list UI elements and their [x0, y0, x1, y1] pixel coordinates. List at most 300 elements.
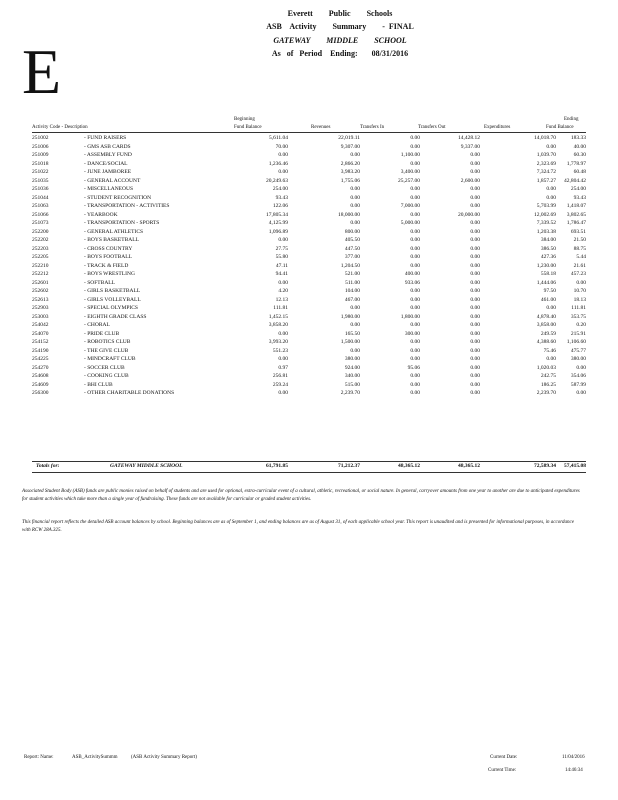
revenues: 340.00: [344, 373, 360, 379]
expenditures: 1,020.03: [536, 364, 556, 371]
activity-code: 254042: [32, 322, 49, 328]
table-row: [32, 202, 586, 211]
transfers-in: 0.00: [410, 160, 420, 167]
note-paragraph-2: This financial report reflects the detailed ASB account balances by school. Beginning balances are as of September 1, and ending balances are as of August 31, of each applicable school year. This report is unaudited and is presented for informational purposes, in accordance with RCW 28A.325.: [22, 520, 574, 533]
table-row: [32, 321, 586, 330]
transfers-out: 0.00: [470, 160, 480, 167]
table-row: [32, 253, 586, 262]
revenues: 800.00: [344, 228, 360, 235]
expenditures: 75.46: [543, 347, 556, 354]
table-row: [32, 194, 586, 203]
beginning-balance: 0.00: [278, 390, 288, 396]
ending-balance: 0.00: [576, 364, 586, 371]
activity-description: - GMS ASB CARDS: [84, 143, 131, 150]
transfers-in: 0.00: [410, 143, 420, 150]
col-ending-bottom: Fund Balance: [546, 125, 574, 130]
activity-code: 252202: [32, 237, 49, 243]
totals-expenditures: 72,589.34: [534, 463, 556, 469]
ending-balance: 18.13: [573, 296, 586, 303]
transfers-in: 0.00: [410, 381, 420, 388]
transfers-out: 0.00: [470, 322, 480, 328]
expenditures: 5,703.99: [536, 203, 556, 209]
expenditures: 7,339.52: [536, 220, 556, 226]
expenditures: 0.00: [546, 143, 556, 150]
transfers-in: 0.00: [410, 322, 420, 328]
ending-balance: 10.70: [573, 288, 586, 294]
activity-description: - THE GIVE CLUB: [84, 347, 129, 354]
table-row: [32, 211, 586, 220]
activity-code: 252602: [32, 288, 49, 294]
period-ending: As of Period Ending: 08/31/2016: [271, 49, 409, 58]
activity-code: 252601: [32, 279, 49, 286]
transfers-in: 1,100.00: [400, 152, 420, 158]
activity-description: - DANCE/SOCIAL: [84, 160, 128, 167]
ending-balance: 1,778.97: [566, 160, 586, 167]
transfers-in: 0.00: [410, 211, 420, 218]
beginning-balance: 254.00: [272, 186, 288, 192]
transfers-out: 0.00: [470, 390, 480, 396]
transfers-in: 933.06: [404, 279, 420, 286]
expenditures: 7,324.72: [536, 169, 556, 175]
transfers-in: 95.06: [407, 364, 420, 371]
activity-description: - ROBOTICS CLUB: [84, 339, 131, 345]
beginning-balance: 0.00: [278, 279, 288, 286]
transfers-in: 0.00: [410, 288, 420, 294]
transfers-out: 20,000.00: [458, 211, 480, 218]
transfers-out: 0.00: [470, 194, 480, 201]
footer-report-name: ASB_ActivitySummm: [72, 755, 118, 760]
beginning-balance: 4.20: [278, 288, 288, 294]
beginning-balance: 1,452.15: [268, 313, 288, 320]
transfers-in: 0.00: [410, 347, 420, 354]
activity-description: - FUND RAISERS: [84, 135, 127, 141]
revenues: 9,307.00: [340, 143, 360, 150]
expenditures: 0.00: [546, 305, 556, 311]
beginning-balance: 93.43: [275, 194, 288, 201]
ending-balance: 215.91: [570, 330, 586, 337]
ending-balance: 40.00: [573, 143, 586, 150]
ending-balance: 183.33: [570, 135, 586, 141]
activity-code: 254225: [32, 356, 49, 362]
ending-balance: 5.44: [576, 254, 586, 260]
activity-description: - TRACK & FIELD: [84, 262, 129, 269]
revenues: 521.00: [344, 271, 360, 277]
table-row: [32, 262, 586, 271]
beginning-balance: 20,249.63: [266, 177, 288, 184]
transfers-out: 0.00: [470, 203, 480, 209]
beginning-balance: 256.81: [272, 373, 288, 379]
activity-description: - MINDCRAFT CLUB: [84, 356, 136, 362]
header-rule: [32, 132, 586, 133]
transfers-in: 0.00: [410, 296, 420, 303]
activity-code: 251009: [32, 152, 49, 158]
ending-balance: 0.00: [576, 390, 586, 396]
expenditures: 558.18: [540, 271, 556, 277]
transfers-out: 0.00: [470, 364, 480, 371]
footer-date-label: Current Date:: [490, 755, 518, 760]
transfers-in: 3,400.00: [400, 169, 420, 175]
revenues: 0.00: [350, 194, 360, 201]
activity-description: - TRANSPORTATION - ACTIVITIES: [84, 203, 170, 209]
expenditures: 0.00: [546, 356, 556, 362]
activity-code: 251066: [32, 211, 49, 218]
ending-balance: 60.48: [573, 169, 586, 175]
revenues: 447.50: [344, 245, 360, 252]
transfers-out: 0.00: [470, 305, 480, 311]
revenues: 467.00: [344, 296, 360, 303]
revenues: 0.00: [350, 322, 360, 328]
activity-description: - GENERAL ACCOUNT: [84, 177, 141, 184]
revenues: 104.00: [344, 288, 360, 294]
revenues: 924.00: [344, 364, 360, 371]
ending-balance: 111.81: [571, 305, 586, 311]
activity-code: 254152: [32, 339, 49, 345]
beginning-balance: 551.23: [272, 347, 288, 354]
expenditures: 242.75: [540, 373, 556, 379]
activity-description: - OTHER CHARITABLE DONATIONS: [84, 390, 175, 396]
expenditures: 0.00: [546, 186, 556, 192]
transfers-in: 400.00: [404, 271, 420, 277]
activity-code: 251002: [32, 135, 49, 141]
beginning-balance: 70.00: [275, 143, 288, 150]
ending-balance: 21.61: [573, 262, 586, 269]
totals-transfers-in: 48,365.12: [398, 463, 420, 469]
activity-table: [32, 134, 586, 398]
activity-code: 252200: [32, 228, 49, 235]
table-row: [32, 219, 586, 228]
activity-code: 251006: [32, 143, 49, 150]
beginning-balance: 17,805.34: [266, 211, 288, 218]
transfers-out: 0.00: [470, 237, 480, 243]
revenues: 380.00: [344, 356, 360, 362]
beginning-balance: 5,611.04: [268, 135, 288, 141]
transfers-in: 0.00: [410, 254, 420, 260]
activity-code: 254190: [32, 347, 49, 354]
expenditures: 1,857.27: [536, 177, 556, 184]
transfers-out: 0.00: [470, 245, 480, 252]
ending-balance: 1,786.47: [566, 220, 586, 226]
activity-description: - BOYS BASKETBALL: [84, 237, 140, 243]
transfers-out: 0.00: [470, 330, 480, 337]
activity-description: - COOKING CLUB: [84, 373, 129, 379]
table-row: [32, 160, 586, 169]
activity-code: 251073: [32, 220, 49, 226]
transfers-out: 14,428.12: [458, 135, 480, 141]
beginning-balance: 0.97: [278, 364, 288, 371]
activity-code: 254608: [32, 373, 49, 379]
transfers-in: 0.00: [410, 262, 420, 269]
transfers-out: 0.00: [470, 220, 480, 226]
revenues: 0.00: [350, 203, 360, 209]
transfers-in: 0.00: [410, 194, 420, 201]
revenues: 0.00: [350, 152, 360, 158]
expenditures: 0.00: [546, 194, 556, 201]
transfers-in: 0.00: [410, 390, 420, 396]
table-row: [32, 151, 586, 160]
ending-balance: 475.77: [570, 347, 586, 354]
transfers-out: 0.00: [470, 228, 480, 235]
district-name: Everett Public Schools: [287, 9, 393, 18]
activity-description: - ASSEMBLY FUND: [84, 152, 132, 158]
beginning-balance: 94.41: [275, 271, 288, 277]
revenues: 377.00: [344, 254, 360, 260]
beginning-balance: 55.80: [275, 254, 288, 260]
table-row: [32, 296, 586, 305]
transfers-in: 0.00: [410, 373, 420, 379]
footer-date-value: 11/04/2016: [562, 755, 585, 760]
col-expenditures: Expenditures: [484, 125, 511, 130]
ending-balance: 60.30: [573, 152, 586, 158]
expenditures: 249.59: [540, 330, 556, 337]
transfers-out: 0.00: [470, 254, 480, 260]
table-row: [32, 338, 586, 347]
transfers-in: 0.00: [410, 135, 420, 141]
beginning-balance: 122.06: [272, 203, 288, 209]
activity-description: - JUNE JAMBOREE: [84, 169, 132, 175]
table-row: [32, 168, 586, 177]
transfers-in: 25,257.00: [398, 177, 420, 184]
beginning-balance: 3,858.20: [268, 322, 288, 328]
activity-code: 253003: [32, 313, 49, 320]
table-row: [32, 364, 586, 373]
col-activity-code: Activity Code - Description: [32, 125, 88, 130]
transfers-out: 9,337.00: [460, 143, 480, 150]
expenditures: 97.50: [543, 288, 556, 294]
expenditures: 4,388.60: [536, 339, 556, 345]
transfers-in: 0.00: [410, 305, 420, 311]
transfers-in: 0.00: [410, 339, 420, 345]
activity-description: - SPECIAL OLYMPICS: [84, 305, 138, 311]
revenues: 2,239.70: [340, 390, 360, 396]
beginning-balance: 4,125.99: [268, 220, 288, 226]
report-title: ASB Activity Summary - FINAL: [266, 22, 414, 31]
activity-code: 254609: [32, 381, 49, 388]
beginning-balance: 12.13: [275, 296, 288, 303]
ending-balance: 693.51: [570, 228, 586, 235]
ending-balance: 93.43: [573, 194, 586, 201]
note-paragraph-1: Associated Student Body (ASB) funds are public monies raised on behalf of students and are used for optional, extra-curricular event of a cultural, athletic, recreational, or social nature. In general, carryover amounts from one year to another are due to anticipated expenditures for student activities which take more than a single year of fundraising. These funds are not available for curricular or graded student activities.: [22, 489, 580, 502]
activity-code: 251036: [32, 186, 49, 192]
expenditures: 1,203.38: [536, 228, 556, 235]
beginning-balance: 0.00: [278, 330, 288, 337]
expenditures: 14,018.70: [534, 135, 556, 141]
totals-revenues: 71,212.37: [338, 463, 360, 469]
table-row: [32, 372, 586, 381]
report-letter: E: [22, 36, 62, 107]
transfers-out: 0.00: [470, 186, 480, 192]
footer-report-label: Report: Name:: [24, 755, 54, 760]
activity-description: - SOCCER CLUB: [84, 364, 125, 371]
activity-description: - GIRLS BASKETBALL: [84, 288, 141, 294]
activity-code: 254070: [32, 330, 49, 337]
col-ending-top: Ending: [564, 117, 579, 122]
transfers-in: 0.00: [410, 245, 420, 252]
table-row: [32, 330, 586, 339]
footer-time-value: 14:46:34: [565, 768, 583, 773]
ending-balance: 0.00: [576, 279, 586, 286]
ending-balance: 3,802.65: [566, 211, 586, 218]
table-row: [32, 245, 586, 254]
ending-balance: 380.00: [570, 356, 586, 362]
col-beginning-top: Beginning: [234, 117, 255, 122]
revenues: 18,000.00: [338, 211, 360, 218]
activity-description: - CROSS COUNTRY: [84, 245, 133, 252]
revenues: 0.00: [350, 305, 360, 311]
transfers-in: 1,800.00: [400, 313, 420, 320]
activity-description: - YEARBOOK: [84, 211, 118, 218]
beginning-balance: 0.00: [278, 152, 288, 158]
transfers-out: 0.00: [470, 152, 480, 158]
totals-transfers-out: 48,365.12: [458, 463, 480, 469]
activity-code: 251018: [32, 160, 49, 167]
beginning-balance: 0.00: [278, 356, 288, 362]
activity-code: 252205: [32, 254, 49, 260]
table-row: [32, 287, 586, 296]
table-row: [32, 389, 586, 398]
ending-balance: 1,106.60: [566, 339, 586, 345]
activity-code: 256300: [32, 390, 49, 396]
table-row: [32, 143, 586, 152]
transfers-in: 0.00: [410, 228, 420, 235]
table-row: [32, 279, 586, 288]
transfers-out: 0.00: [470, 313, 480, 320]
transfers-out: 0.00: [470, 288, 480, 294]
activity-code: 252903: [32, 305, 49, 311]
footer-report-desc: (ASB Activity Summary Report): [131, 755, 197, 760]
transfers-out: 0.00: [470, 271, 480, 277]
activity-description: - STUDENT RECOGNITION: [84, 194, 152, 201]
table-row: [32, 177, 586, 186]
ending-balance: 42,804.42: [564, 177, 586, 184]
expenditures: 386.50: [540, 245, 556, 252]
transfers-out: 2,600.00: [460, 177, 480, 184]
beginning-balance: 47.11: [275, 262, 288, 269]
table-row: [32, 134, 586, 143]
revenues: 0.00: [350, 186, 360, 192]
ending-balance: 457.23: [570, 271, 586, 277]
transfers-in: 0.00: [410, 186, 420, 192]
revenues: 165.50: [344, 330, 360, 337]
beginning-balance: 111.81: [273, 305, 288, 311]
activity-description: - MISCELLANEOUS: [84, 186, 134, 192]
transfers-out: 0.00: [470, 356, 480, 362]
activity-description: - BHI CLUB: [84, 381, 113, 388]
table-row: [32, 270, 586, 279]
ending-balance: 21.50: [573, 237, 586, 243]
beginning-balance: 1,236.46: [268, 160, 288, 167]
col-revenues: Revenues: [311, 125, 331, 130]
revenues: 2,866.20: [340, 160, 360, 167]
transfers-out: 0.00: [470, 262, 480, 269]
expenditures: 2,239.70: [536, 390, 556, 396]
revenues: 1,500.00: [340, 339, 360, 345]
transfers-out: 0.00: [470, 373, 480, 379]
activity-code: 251035: [32, 177, 49, 184]
activity-code: 252210: [32, 262, 49, 269]
transfers-in: 300.00: [404, 330, 420, 337]
transfers-in: 0.00: [410, 356, 420, 362]
ending-balance: 254.00: [570, 186, 586, 192]
activity-code: 252613: [32, 296, 49, 303]
activity-code: 251044: [32, 194, 49, 201]
expenditures: 1,039.70: [536, 152, 556, 158]
ending-balance: 354.06: [570, 373, 586, 379]
revenues: 405.50: [344, 237, 360, 243]
revenues: 1,755.06: [340, 177, 360, 184]
ending-balance: 88.75: [573, 245, 586, 252]
beginning-balance: 1,096.89: [268, 228, 288, 235]
ending-balance: 587.99: [570, 381, 586, 388]
activity-description: - GIRLS VOLLEYBALL: [84, 296, 141, 303]
expenditures: 12,002.69: [534, 211, 556, 218]
activity-description: - CHORAL: [84, 322, 110, 328]
totals-school: GATEWAY MIDDLE SCHOOL: [110, 463, 183, 469]
transfers-in: 0.00: [410, 237, 420, 243]
expenditures: 384.00: [540, 237, 556, 243]
expenditures: 1,230.00: [536, 262, 556, 269]
totals-label: Totals for:: [36, 463, 60, 469]
activity-description: - TRANSPORTATION - SPORTS: [84, 220, 160, 226]
revenues: 0.00: [350, 220, 360, 226]
revenues: 22,019.11: [338, 135, 360, 141]
activity-code: 254270: [32, 364, 49, 371]
activity-description: - GENERAL ATHLETICS: [84, 228, 144, 235]
ending-balance: 1,418.07: [566, 203, 586, 209]
beginning-balance: 3,993.20: [268, 339, 288, 345]
transfers-out: 0.00: [470, 169, 480, 175]
activity-code: 252212: [32, 271, 49, 277]
beginning-balance: 0.00: [278, 237, 288, 243]
table-row: [32, 185, 586, 194]
beginning-balance: 27.75: [275, 245, 288, 252]
revenues: 1,980.00: [340, 313, 360, 320]
activity-description: - SOFTBALL: [84, 279, 116, 286]
school-name: GATEWAY MIDDLE SCHOOL: [273, 36, 407, 45]
ending-balance: 353.75: [570, 313, 586, 320]
footer-time-label: Current Time:: [488, 768, 517, 773]
expenditures: 4,878.40: [536, 313, 556, 320]
expenditures: 186.25: [540, 381, 556, 388]
col-transfers-in: Transfers In: [360, 125, 385, 130]
table-row: [32, 236, 586, 245]
activity-code: 252203: [32, 245, 49, 252]
totals-ending: 57,415.08: [564, 463, 586, 469]
col-beginning-bottom: Fund Balance: [234, 125, 262, 130]
ending-balance: 0.20: [576, 322, 586, 328]
table-row: [32, 313, 586, 322]
revenues: 0.00: [350, 347, 360, 354]
col-transfers-out: Transfers Out: [418, 125, 446, 130]
table-row: [32, 228, 586, 237]
activity-code: 251022: [32, 169, 49, 175]
expenditures: 3,858.00: [536, 322, 556, 328]
table-row: [32, 355, 586, 364]
transfers-in: 5,000.00: [400, 220, 420, 226]
totals-row: [32, 462, 586, 471]
activity-description: - BOYS WRESTLING: [84, 271, 135, 277]
revenues: 1,204.50: [340, 262, 360, 269]
activity-description: - PRIDE CLUB: [84, 330, 120, 337]
expenditures: 2,323.69: [536, 160, 556, 167]
expenditures: 1,444.06: [536, 279, 556, 286]
activity-description: - BOYS FOOTBALL: [84, 254, 132, 260]
activity-code: 251063: [32, 203, 49, 209]
revenues: 3,983.20: [340, 169, 360, 175]
table-row: [32, 381, 586, 390]
table-row: [32, 304, 586, 313]
expenditures: 427.36: [540, 254, 556, 260]
transfers-out: 0.00: [470, 296, 480, 303]
